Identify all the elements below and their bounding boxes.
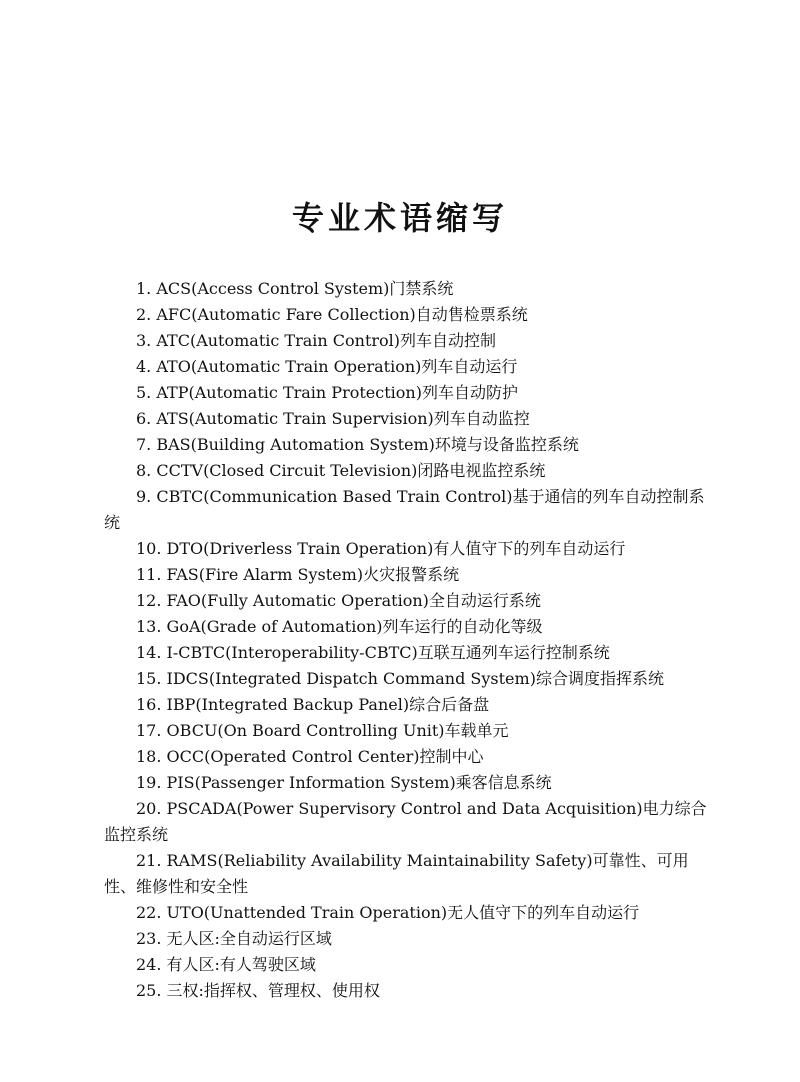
- list-item: 1. ACS(Access Control System)门禁系统: [136, 279, 454, 298]
- list-item: 21. RAMS(Reliability Availability Maintainability Safety)可靠性、可用性、维修性和安全性: [104, 851, 689, 896]
- list-item: 8. CCTV(Closed Circuit Television)闭路电视监控系统: [136, 461, 546, 480]
- abbreviation-list: [104, 276, 720, 1004]
- list-item: 23. 无人区:全自动运行区域: [136, 929, 332, 948]
- list-item: 24. 有人区:有人驾驶区域: [136, 955, 316, 974]
- list-item: 17. OBCU(On Board Controlling Unit)车载单元: [136, 721, 509, 740]
- list-item: 2. AFC(Automatic Fare Collection)自动售检票系统: [136, 305, 528, 324]
- list-item: 16. IBP(Integrated Backup Panel)综合后备盘: [136, 695, 490, 714]
- list-item: 10. DTO(Driverless Train Operation)有人值守下的列车自动运行: [136, 539, 626, 558]
- list-item: 14. I-CBTC(Interoperability-CBTC)互联互通列车运行控制系统: [136, 643, 610, 662]
- list-item: 13. GoA(Grade of Automation)列车运行的自动化等级: [136, 617, 543, 636]
- list-item: 4. ATO(Automatic Train Operation)列车自动运行: [136, 357, 518, 376]
- list-item: 3. ATC(Automatic Train Control)列车自动控制: [136, 331, 497, 350]
- list-item: 20. PSCADA(Power Supervisory Control and Data Acquisition)电力综合监控系统: [104, 799, 707, 844]
- list-item: 22. UTO(Unattended Train Operation)无人值守下的列车自动运行: [136, 903, 640, 922]
- list-item: 19. PIS(Passenger Information System)乘客信息系统: [136, 773, 552, 792]
- list-item: 12. FAO(Fully Automatic Operation)全自动运行系统: [136, 591, 541, 610]
- list-item: 15. IDCS(Integrated Dispatch Command System)综合调度指挥系统: [136, 669, 664, 688]
- list-item: 11. FAS(Fire Alarm System)火灾报警系统: [136, 565, 460, 584]
- list-item: 9. CBTC(Communication Based Train Control)基于通信的列车自动控制系统: [104, 487, 705, 532]
- list-item: 6. ATS(Automatic Train Supervision)列车自动监控: [136, 409, 530, 428]
- list-item: 5. ATP(Automatic Train Protection)列车自动防护: [136, 383, 518, 402]
- list-item: 25. 三权:指挥权、管理权、使用权: [136, 981, 380, 1000]
- list-item: 7. BAS(Building Automation System)环境与设备监控系统: [136, 435, 579, 454]
- list-item: 18. OCC(Operated Control Center)控制中心: [136, 747, 484, 766]
- page-title: 专业术语缩写: [291, 199, 508, 237]
